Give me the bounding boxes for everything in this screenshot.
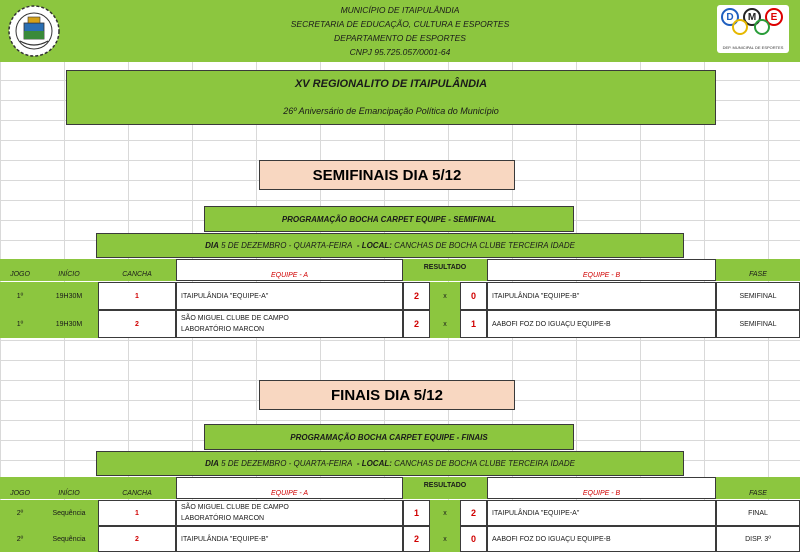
local-label: - LOCAL: xyxy=(356,241,392,250)
s2r1-equipe-a-line2: LABORATÓRIO MARCON xyxy=(181,515,265,522)
col-jogo: JOGO xyxy=(10,270,30,278)
final-title: FINAIS DIA 5/12 xyxy=(259,380,515,410)
s2r2-score-a: 2 xyxy=(403,526,430,552)
semifinal-info xyxy=(96,233,684,258)
s1r2-fase: SEMIFINAL xyxy=(716,310,800,338)
col-fase: FASE xyxy=(749,489,767,497)
header-line-2: SECRETARIA DE EDUCAÇÃO, CULTURA E ESPORTES xyxy=(290,19,510,29)
header-line-3: DEPARTAMENTO DE ESPORTES xyxy=(334,33,466,43)
s1r1-score-a: 2 xyxy=(403,282,430,310)
s1r2-x: x xyxy=(443,320,447,328)
dme-logo xyxy=(717,5,789,53)
municipal-seal-icon xyxy=(8,5,60,57)
event-subtitle: 26º Aniversário de Emancipação Política do Município xyxy=(283,106,499,116)
dia-label: DIA xyxy=(205,241,219,250)
s2r2-equipe-b: AABOFI FOZ DO IGUAÇU EQUIPE-B xyxy=(487,526,716,552)
header-line-1: MUNICÍPIO DE ITAIPULÂNDIA xyxy=(340,5,460,15)
dia-value: 5 DE DEZEMBRO - QUARTA-FEIRA xyxy=(221,459,353,468)
col-equipe-b: EQUIPE - B xyxy=(487,259,716,281)
s2r1-score-b: 2 xyxy=(460,500,487,526)
s1r1-x: x xyxy=(443,292,447,300)
dia-label: DIA xyxy=(205,459,219,468)
s1r1-score-b: 0 xyxy=(460,282,487,310)
col-equipe-b: EQUIPE - B xyxy=(487,477,716,499)
final-programacao: PROGRAMAÇÃO BOCHA CARPET EQUIPE - FINAIS xyxy=(204,424,574,450)
col-resultado: RESULTADO xyxy=(423,481,467,489)
col-fase: FASE xyxy=(749,270,767,278)
semifinal-programacao: PROGRAMAÇÃO BOCHA CARPET EQUIPE - SEMIFINAL xyxy=(204,206,574,232)
dme-letter-e: E xyxy=(765,8,783,26)
dme-letter-m: M xyxy=(743,8,761,26)
header-line-4: CNPJ 95.725.057/0001-64 xyxy=(349,47,451,57)
s2r2-inicio: Sequência xyxy=(52,535,86,543)
s1r2-jogo: 1º xyxy=(16,320,24,328)
s2r2-fase: DISP. 3º xyxy=(716,526,800,552)
col-jogo: JOGO xyxy=(10,489,30,497)
event-title: XV REGIONALITO DE ITAIPULÂNDIA xyxy=(294,78,488,90)
s2r1-inicio: Sequência xyxy=(52,509,86,517)
s1r1-inicio: 19H30M xyxy=(55,292,83,300)
s1r2-equipe-a-line1: SÃO MIGUEL CLUBE DE CAMPO xyxy=(181,315,289,322)
s1r1-jogo: 1º xyxy=(16,292,24,300)
s1r1-equipe-a: ITAIPULÂNDIA "EQUIPE-A" xyxy=(176,282,403,310)
s2r2-score-b: 0 xyxy=(460,526,487,552)
local-value: CANCHAS DE BOCHA CLUBE TERCEIRA IDADE xyxy=(394,459,575,468)
s2r1-fase: FINAL xyxy=(716,500,800,526)
s2r1-x: x xyxy=(443,509,447,517)
s2r1-equipe-b: ITAIPULÂNDIA "EQUIPE-A" xyxy=(487,500,716,526)
s2r1-equipe-a xyxy=(176,500,403,526)
col-equipe-a: EQUIPE - A xyxy=(176,477,403,499)
col-cancha: CANCHA xyxy=(122,270,152,278)
dia-value: 5 DE DEZEMBRO - QUARTA-FEIRA xyxy=(221,241,353,250)
s1r2-equipe-a xyxy=(176,310,403,338)
col-equipe-a: EQUIPE - A xyxy=(176,259,403,281)
s1r2-equipe-a-line2: LABORATÓRIO MARCON xyxy=(181,326,265,333)
final-info xyxy=(96,451,684,476)
s1r2-inicio: 19H30M xyxy=(55,320,83,328)
s2r1-cancha: 1 xyxy=(98,500,176,526)
ring-yellow-icon xyxy=(732,19,748,35)
s1r1-cancha: 1 xyxy=(98,282,176,310)
col-resultado: RESULTADO xyxy=(423,263,467,271)
local-value: CANCHAS DE BOCHA CLUBE TERCEIRA IDADE xyxy=(394,241,575,250)
dme-letter-d: D xyxy=(721,8,739,26)
s1r1-fase: SEMIFINAL xyxy=(716,282,800,310)
ring-green-icon xyxy=(754,19,770,35)
col-inicio: INÍCIO xyxy=(58,270,80,278)
s1r1-equipe-b: ITAIPULÂNDIA "EQUIPE-B" xyxy=(487,282,716,310)
s2r1-score-a: 1 xyxy=(403,500,430,526)
s2r1-equipe-a-line1: SÃO MIGUEL CLUBE DE CAMPO xyxy=(181,504,289,511)
col-cancha: CANCHA xyxy=(122,489,152,497)
dme-caption: DEP. MUNICIPAL DE ESPORTES xyxy=(722,44,784,50)
s2r2-cancha: 2 xyxy=(98,526,176,552)
col-inicio: INÍCIO xyxy=(58,489,80,497)
semifinal-title: SEMIFINAIS DIA 5/12 xyxy=(259,160,515,190)
s1r2-equipe-b: AABOFI FOZ DO IGUAÇU EQUIPE-B xyxy=(487,310,716,338)
s2r2-jogo: 2º xyxy=(16,535,24,543)
s1r2-score-b: 1 xyxy=(460,310,487,338)
header-text xyxy=(200,2,600,60)
s1r2-cancha: 2 xyxy=(98,310,176,338)
s1r2-score-a: 2 xyxy=(403,310,430,338)
s2r2-x: x xyxy=(443,535,447,543)
s2r2-equipe-a: ITAIPULÂNDIA "EQUIPE-B" xyxy=(176,526,403,552)
local-label: - LOCAL: xyxy=(356,459,392,468)
s2r1-jogo: 2º xyxy=(16,509,24,517)
